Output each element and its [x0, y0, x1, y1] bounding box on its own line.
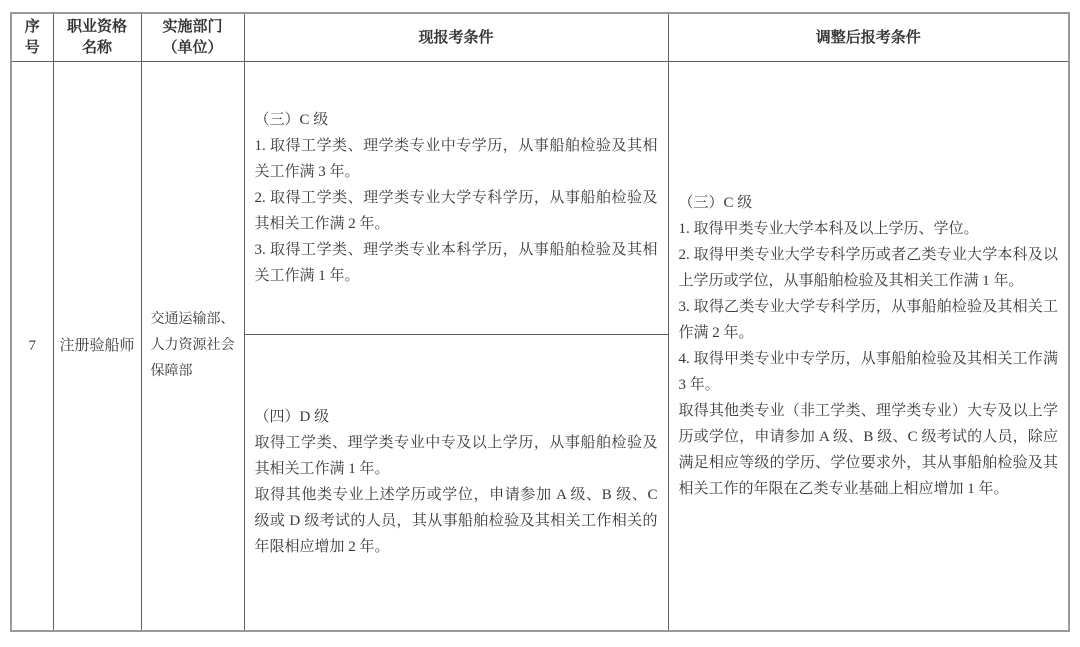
cell-qualification-name: 注册验船师	[53, 61, 141, 631]
cell-department: 交通运输部、人力资源社会保障部	[141, 61, 244, 631]
qualification-table	[10, 12, 1070, 632]
header-adjusted-conditions: 调整后报考条件	[668, 13, 1069, 61]
header-row	[11, 13, 1069, 61]
cell-current-conditions-c-level: （三）C 级 1. 取得工学类、理学类专业中专学历，从事船舶检验及其相关工作满 3 年。 2. 取得工学类、理学类专业大学专科学历，从事船舶检验及其相关工作满 2 年。 3. 取得工学类、理学类专业本科学历，从事船舶检验及其相关工作满 1 年。	[244, 61, 668, 334]
cell-current-conditions-d-level: （四）D 级 取得工学类、理学类专业中专及以上学历，从事船舶检验及其相关工作满 1 年。 取得其他类专业上述学历或学位，申请参加 A 级、B 级、C 级或 D 级考试的人员，其从事船舶检验及其相关工作相关的年限相应增加 2 年。	[244, 334, 668, 631]
cell-serial-number: 7	[11, 61, 53, 631]
table-row	[11, 61, 1069, 334]
header-current-conditions: 现报考条件	[244, 13, 668, 61]
cell-adjusted-conditions: （三）C 级 1. 取得甲类专业大学本科及以上学历、学位。 2. 取得甲类专业大学专科学历或者乙类专业大学本科及以上学历或学位，从事船舶检验及其相关工作满 1 年。 3. 取得乙类专业大学专科学历，从事船舶检验及其相关工作满 2 年。 4. 取得甲类专业中专学历，从事船舶检验及其相关工作满 3 年。 取得其他类专业（非工学类、理学类专业）大专及以上学历或学位，申请参加 A 级、B 级、C 级考试的人员，除应满足相应等级的学历、学位要求外，其从事船舶检验及其相关工作的年限在乙类专业基础上相应增加 1 年。	[668, 61, 1069, 631]
header-department: 实施部门 （单位）	[141, 13, 244, 61]
header-qualification-name: 职业资格 名称	[53, 13, 141, 61]
header-serial-number: 序 号	[11, 13, 53, 61]
